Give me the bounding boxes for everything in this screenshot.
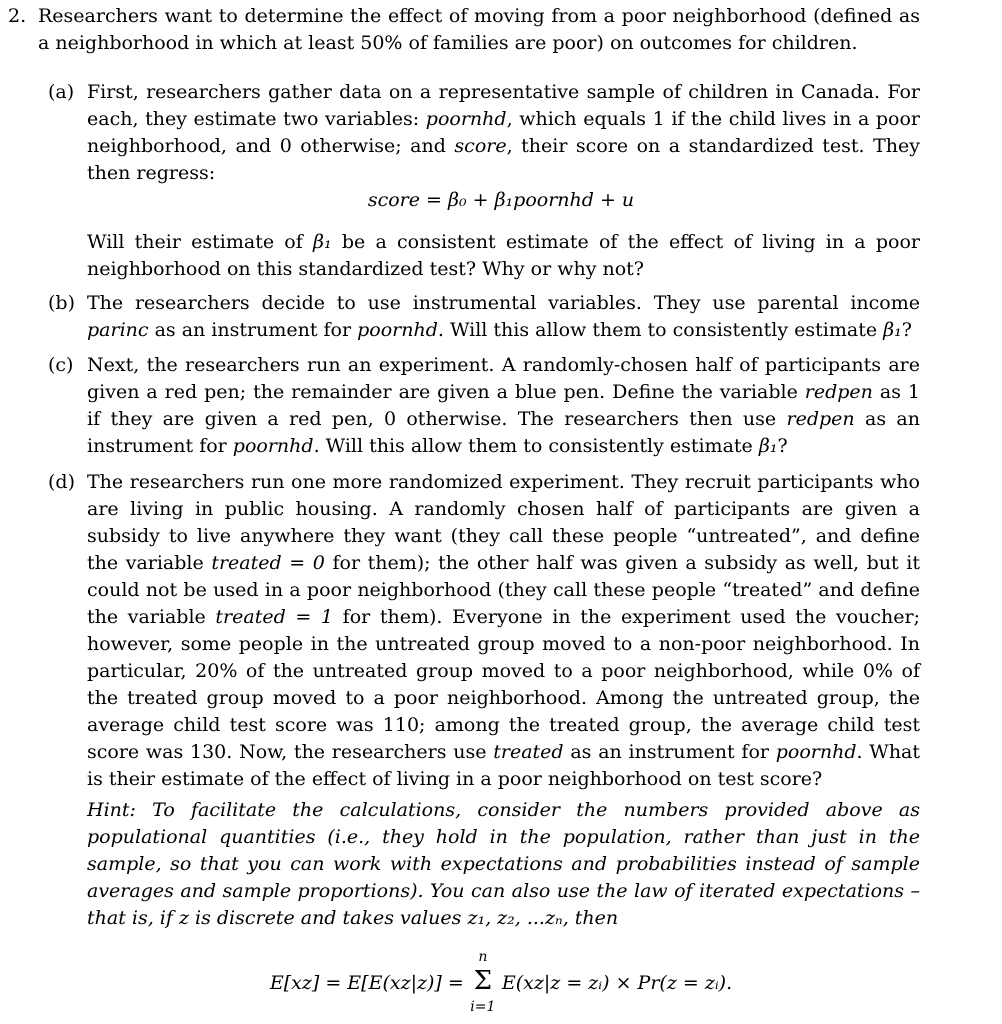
part-b-text: The researchers decide to use instrumental variables. They use parental income parinc as an instrument for poornhd. Will this allow them to consistently estimate β₁? — [87, 292, 920, 341]
part-a-text: First, researchers gather data on a representative sample of children in Canada. For each, they estimate two variables: poornhd, which equals 1 if the child lives in a poor neighborhood, and 0 otherwise; and score, their score on a standardized test. They then regress: — [87, 81, 920, 184]
var-redpen: redpen — [804, 381, 873, 403]
part-d-text: The researchers run one more randomized experiment. They recruit participants who are living in public housing. A randomly chosen half of participants are given a subsidy to live anywhere they want (they call these people “untreated”, and define the variable treated = 0 for them); the other half was given a subsidy as well, but it could not be used in a poor neighborhood (they call these people “treated” and define the variable treated = 1 for them). Everyone in the experiment used the voucher; however, some people in the untreated group moved to a non-poor neighborhood. In particular, 20% of the untreated group moved to a poor neighborhood, while 0% of the treated group moved to a poor neighborhood. Among the untreated group, the average child test score was 110; among the treated group, the average child test score was 130. Now, the researchers use treated as an instrument for poornhd. What is their estimate of the effect of living in a poor neighborhood on test score? — [87, 471, 921, 790]
part-c-text: Next, the researchers run an experiment. A randomly-chosen half of participants are given a red pen; the remainder are given a blue pen. Define the variable redpen as 1 if they are given a red pen, 0 otherwise. The researchers then use redpen as an instrument for poornhd. Will this allow them to consistently estimate β₁? — [87, 354, 920, 457]
part-d-label: (d) — [48, 471, 75, 493]
var-score: score — [454, 135, 507, 157]
part-a-question: Will their estimate of β₁ be a consistent estimate of the effect of living in a poor neighborhood on this standardized test? Why or why not? — [87, 231, 920, 280]
part-c-label: (c) — [48, 354, 74, 376]
var-poornhd: poornhd — [425, 108, 507, 130]
question-number: 2. — [8, 5, 27, 27]
part-b-label: (b) — [48, 292, 75, 314]
question-intro: Researchers want to determine the effect of moving from a poor neighborhood (defined as a neighborhood in which at least 50% of families are poor) on outcomes for children. — [38, 5, 920, 54]
summation: n Σ i=1 — [470, 949, 496, 1015]
sigma-symbol: Σ — [473, 966, 493, 996]
var-parinc: parinc — [87, 319, 149, 341]
var-treated: treated — [493, 741, 564, 763]
regression-equation: score = β₀ + β₁poornhd + u — [367, 189, 635, 211]
hint-text: Hint: To facilitate the calculations, consider the numbers provided above as populational quantities (i.e., they hold in the population, rather than just in the sample, so that you can work with expectations and probabilities instead of sample averages and sample proportions). You can also use the law of iterated expectations – that is, if z is discrete and takes values z₁, z₂, ...zₙ, then — [87, 799, 920, 929]
part-a-label: (a) — [48, 81, 75, 103]
iterated-expectations-formula: E[xz] = E[E(xz|z)] = n Σ i=1 E(xz|z = zᵢ) × Pr(z = zᵢ). — [269, 949, 733, 1015]
